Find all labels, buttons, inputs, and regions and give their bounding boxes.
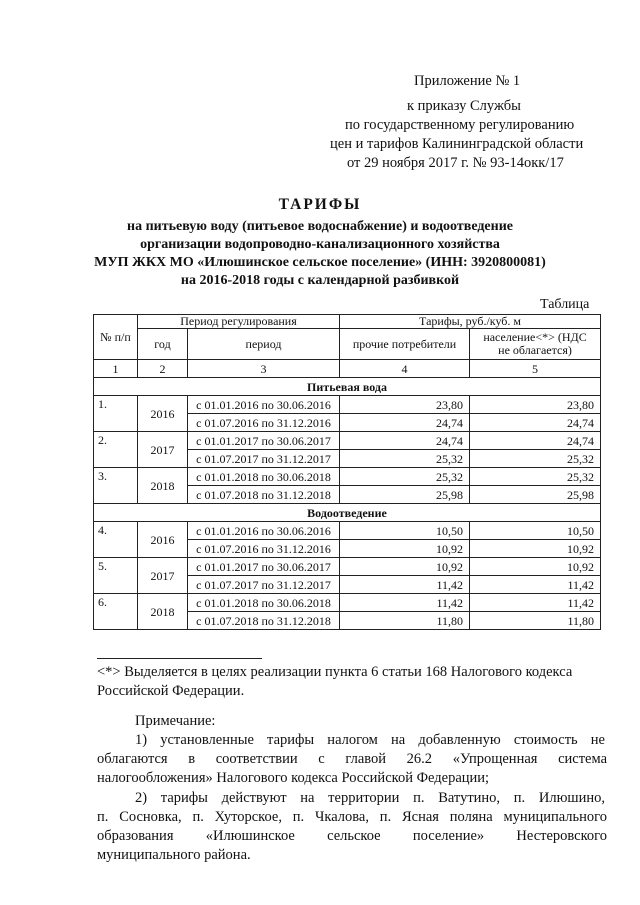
row-other-value: 10,50 bbox=[340, 522, 470, 540]
row-other-value: 11,42 bbox=[340, 576, 470, 594]
row-other-value: 25,32 bbox=[340, 450, 470, 468]
order-line-4: от 29 ноября 2017 г. № 93-14окк/17 bbox=[347, 155, 564, 171]
title-line-1: на питьевую воду (питьевое водоснабжение) и водоотведение bbox=[127, 219, 513, 234]
row-number: 2. bbox=[94, 432, 138, 468]
row-number: 5. bbox=[94, 558, 138, 594]
header-tariffs-group: Тарифы, руб./куб. м bbox=[340, 315, 601, 329]
section-title-wastewater: Водоотведение bbox=[94, 504, 601, 522]
table-row bbox=[94, 594, 601, 612]
row-period: с 01.01.2018 по 30.06.2018 bbox=[188, 468, 340, 486]
title-line-3: МУП ЖКХ МО «Илюшинское сельское поселение» (ИНН: 3920800081) bbox=[94, 255, 546, 270]
note-title: Примечание: bbox=[135, 713, 216, 729]
table-row bbox=[94, 396, 601, 414]
col-number: 3 bbox=[188, 360, 340, 378]
row-number: 6. bbox=[94, 594, 138, 630]
col-number: 4 bbox=[340, 360, 470, 378]
row-period: с 01.07.2016 по 31.12.2016 bbox=[188, 414, 340, 432]
row-other-value: 25,98 bbox=[340, 486, 470, 504]
row-period: с 01.07.2016 по 31.12.2016 bbox=[188, 540, 340, 558]
note-p2-line-1: 2) тарифы действуют на территории п. Ватутино, п. Илюшино, bbox=[135, 790, 605, 806]
row-population-value: 11,42 bbox=[470, 576, 601, 594]
table-row bbox=[94, 432, 601, 450]
table-row bbox=[94, 522, 601, 540]
title-line-4: на 2016-2018 годы с календарной разбивкой bbox=[180, 273, 460, 288]
row-period: с 01.01.2018 по 30.06.2018 bbox=[188, 594, 340, 612]
row-population-value: 23,80 bbox=[470, 396, 601, 414]
tariffs-table bbox=[93, 314, 601, 630]
col-number: 1 bbox=[94, 360, 138, 378]
order-line-1: к приказу Службы bbox=[407, 98, 521, 114]
row-number: 3. bbox=[94, 468, 138, 504]
note-p2-line-4: муниципального района. bbox=[97, 847, 251, 863]
row-other-value: 24,74 bbox=[340, 414, 470, 432]
table-caption: Таблица bbox=[540, 297, 590, 312]
row-other-value: 25,32 bbox=[340, 468, 470, 486]
row-population-value: 10,92 bbox=[470, 558, 601, 576]
appendix-label: Приложение № 1 bbox=[414, 73, 521, 89]
table-row bbox=[94, 468, 601, 486]
page-title: ТАРИФЫ bbox=[278, 196, 362, 213]
row-year: 2016 bbox=[138, 396, 188, 432]
note-p1-line-2: облагаются в соответствии с главой 26.2 «Упрощенная система bbox=[97, 751, 607, 767]
row-other-value: 11,80 bbox=[340, 612, 470, 630]
header-num: № п/п bbox=[94, 315, 138, 360]
row-population-value: 24,74 bbox=[470, 432, 601, 450]
row-population-value: 25,98 bbox=[470, 486, 601, 504]
row-other-value: 23,80 bbox=[340, 396, 470, 414]
title-line-2: организации водопроводно-канализационного хозяйства bbox=[140, 237, 500, 252]
row-period: с 01.01.2017 по 30.06.2017 bbox=[188, 558, 340, 576]
note-p1-line-1: 1) установленные тарифы налогом на добавленную стоимость не bbox=[135, 732, 605, 748]
header-other-consumers: прочие потребители bbox=[340, 329, 470, 360]
order-line-3: цен и тарифов Калининградской области bbox=[330, 136, 584, 152]
row-period: с 01.01.2016 по 30.06.2016 bbox=[188, 396, 340, 414]
row-population-value: 11,42 bbox=[470, 594, 601, 612]
section-title-drinking-water: Питьевая вода bbox=[94, 378, 601, 396]
row-period: с 01.01.2017 по 30.06.2017 bbox=[188, 432, 340, 450]
row-population-value: 24,74 bbox=[470, 414, 601, 432]
row-other-value: 24,74 bbox=[340, 432, 470, 450]
row-year: 2017 bbox=[138, 432, 188, 468]
row-year: 2017 bbox=[138, 558, 188, 594]
table-row bbox=[94, 558, 601, 576]
row-period: с 01.07.2017 по 31.12.2017 bbox=[188, 450, 340, 468]
col-number: 5 bbox=[470, 360, 601, 378]
header-population: население<*> (НДС не облагается) bbox=[470, 329, 601, 360]
row-population-value: 10,92 bbox=[470, 540, 601, 558]
note-p2-line-3: образования «Илюшинское сельское поселение» Нестеровского bbox=[97, 828, 607, 844]
note-p1-line-3: налогообложения» Налогового кодекса Российской Федерации; bbox=[97, 770, 490, 786]
header-period: период bbox=[188, 329, 340, 360]
row-period: с 01.01.2016 по 30.06.2016 bbox=[188, 522, 340, 540]
footnote-line-2: Российской Федерации. bbox=[97, 683, 245, 699]
header-period-group: Период регулирования bbox=[138, 315, 340, 329]
footnote-line-1: <*> Выделяется в целях реализации пункта 6 статьи 168 Налогового кодекса bbox=[97, 664, 573, 680]
note-p2-line-2: п. Сосновка, п. Хуторское, п. Чкалова, п. Ясная поляна муниципального bbox=[97, 809, 607, 825]
row-year: 2018 bbox=[138, 594, 188, 630]
row-population-value: 25,32 bbox=[470, 468, 601, 486]
footnote-divider bbox=[97, 658, 262, 659]
row-number: 1. bbox=[94, 396, 138, 432]
row-year: 2016 bbox=[138, 522, 188, 558]
row-year: 2018 bbox=[138, 468, 188, 504]
row-population-value: 25,32 bbox=[470, 450, 601, 468]
row-number: 4. bbox=[94, 522, 138, 558]
row-population-value: 11,80 bbox=[470, 612, 601, 630]
col-number: 2 bbox=[138, 360, 188, 378]
row-period: с 01.07.2018 по 31.12.2018 bbox=[188, 486, 340, 504]
row-other-value: 10,92 bbox=[340, 558, 470, 576]
row-other-value: 10,92 bbox=[340, 540, 470, 558]
row-population-value: 10,50 bbox=[470, 522, 601, 540]
row-period: с 01.07.2018 по 31.12.2018 bbox=[188, 612, 340, 630]
header-year: год bbox=[138, 329, 188, 360]
row-period: с 01.07.2017 по 31.12.2017 bbox=[188, 576, 340, 594]
order-line-2: по государственному регулированию bbox=[345, 117, 575, 133]
row-other-value: 11,42 bbox=[340, 594, 470, 612]
